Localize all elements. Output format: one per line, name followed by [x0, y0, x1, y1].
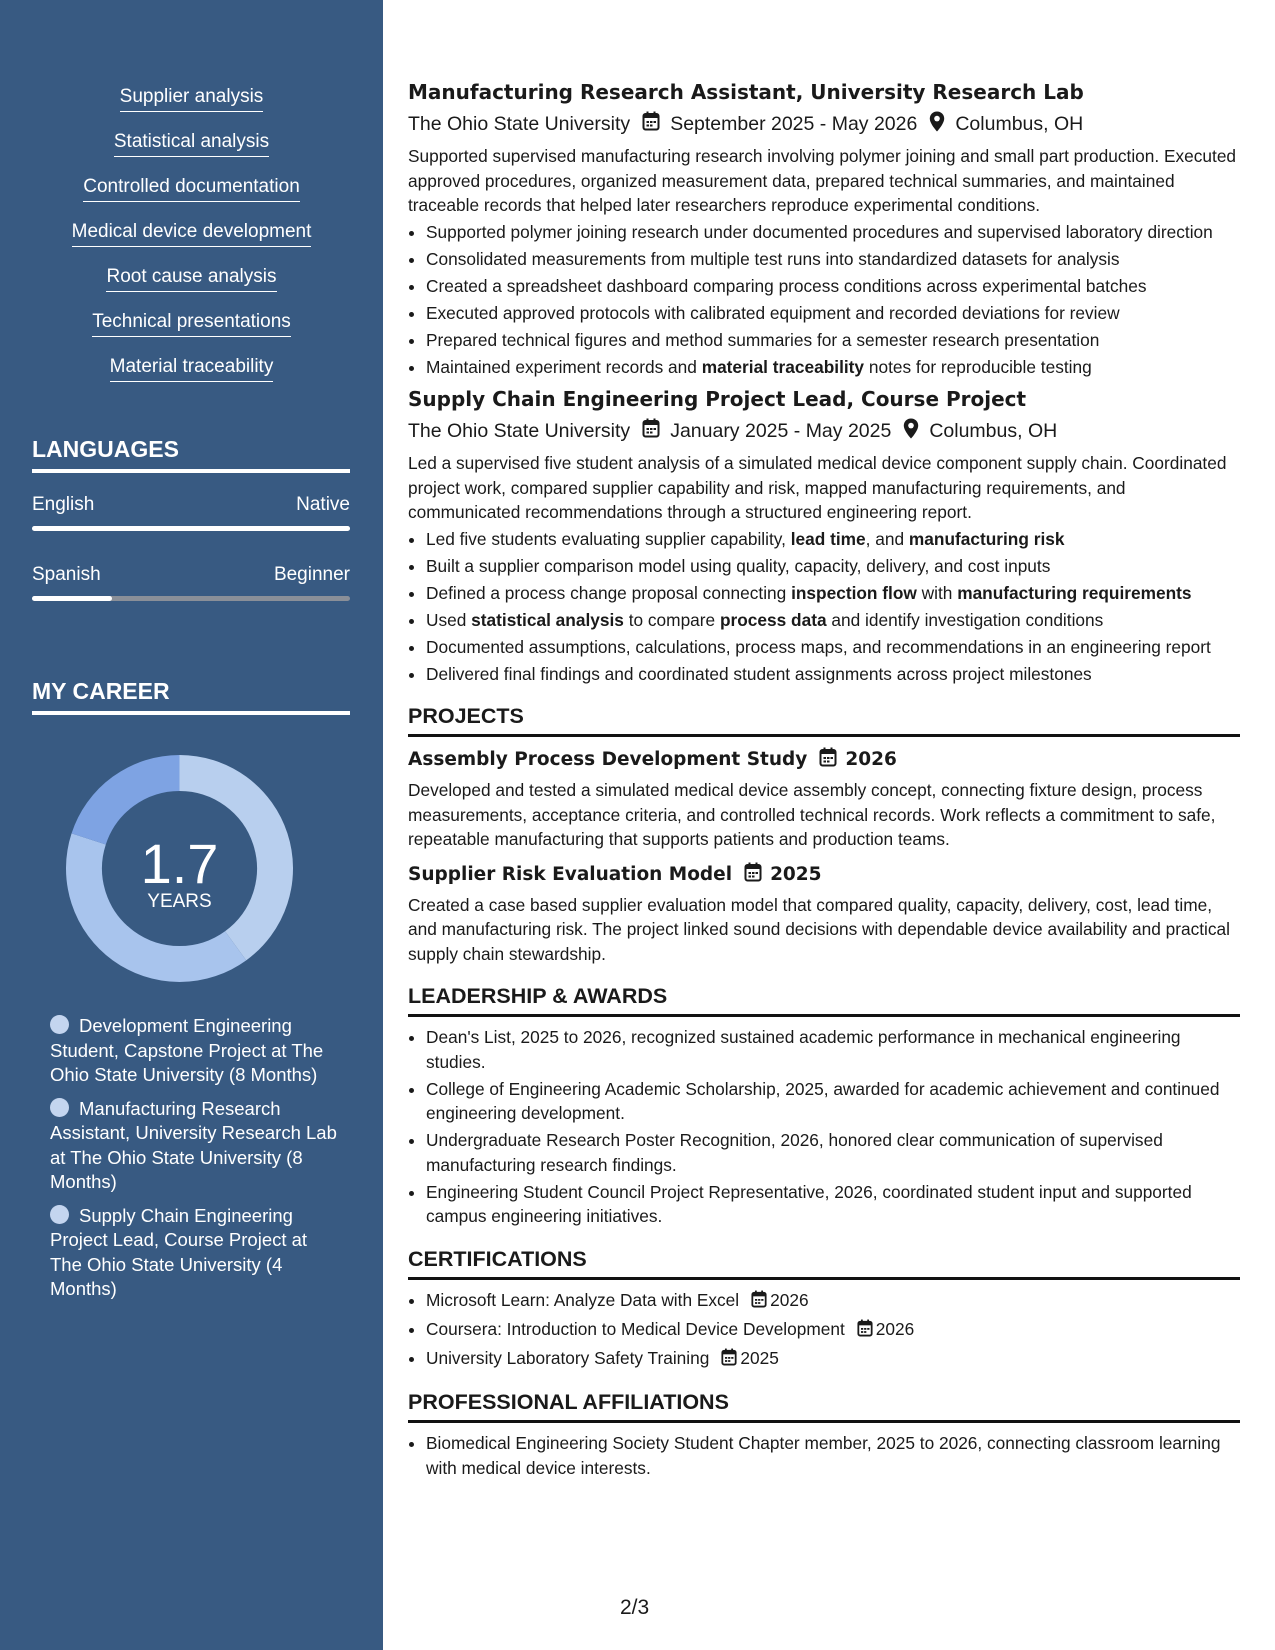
certification-name: University Laboratory Safety Training: [426, 1347, 710, 1368]
language-name: Spanish: [32, 564, 101, 585]
bullet-text: Built a supplier comparison model using quality, capacity, delivery, and cost inputs: [426, 555, 1051, 576]
leadership-item: • College of Engineering Academic Scholarship, 2025, awarded for academic achievement and continued engineering development.: [426, 1077, 1240, 1126]
job-description: Led a supervised five student analysis of a simulated medical device component supply chain. Coordinated project work, compared supplier capability and risk, mapped manufacturing requirements, and communicated recommendations through a structured engineering report.: [408, 453, 1227, 522]
bullet-text: Used: [426, 609, 472, 630]
project-title: Supplier Risk Evaluation Model: [408, 863, 733, 885]
skill-item: [0, 176, 383, 221]
job-bullet: [426, 527, 1240, 552]
skill-label: Material traceability: [110, 356, 274, 382]
projects-heading: PROJECTS: [408, 704, 1240, 737]
job-entry: [408, 385, 1240, 686]
certifications-heading: CERTIFICATIONS: [408, 1247, 1240, 1280]
calendar-icon: [721, 1348, 737, 1373]
bullet-text: Supported polymer joining research under documented procedures and supervised laboratory direction: [426, 221, 1213, 242]
skill-label: Medical device development: [72, 221, 312, 247]
leadership-heading: LEADERSHIP & AWARDS: [408, 984, 1240, 1017]
calendar-icon: [744, 862, 762, 887]
career-item-text: Manufacturing Research Assistant, University Research Lab at The Ohio State University (8 Months): [50, 1097, 337, 1192]
certification-name: Coursera: Introduction to Medical Device Development: [426, 1318, 845, 1339]
certification-item: [426, 1288, 1240, 1315]
project-year: 2026: [845, 749, 897, 770]
company-name: The Ohio State University: [408, 112, 631, 135]
language-name: English: [32, 494, 95, 515]
calendar-icon: [857, 1319, 873, 1344]
calendar-icon: [819, 747, 837, 772]
sidebar: [0, 0, 383, 1650]
bullet-text: Maintained experiment records and: [426, 356, 702, 377]
job-bullet: [426, 328, 1240, 353]
job-dates: September 2025 - May 2026: [670, 112, 918, 135]
calendar-icon: [642, 418, 660, 444]
language-level: Beginner: [273, 564, 350, 585]
project-description: Created a case based supplier evaluation model that compared quality, capacity, delivery, cost, lead time, and manufacturing risk. The project linked sound decisions with dependable device availability and practical supply chain stewardship.: [408, 894, 1230, 964]
bullet-text: Delivered final findings and coordinated student assignments across project milestones: [426, 663, 1092, 684]
bullet-text: Created a spreadsheet dashboard comparing process conditions across experimental batches: [426, 275, 1147, 296]
language-bar: [32, 596, 350, 601]
donut-segment: [89, 773, 180, 839]
calendar-icon: [642, 111, 660, 137]
skill-item: [0, 86, 383, 131]
bullet-keyword: lead time: [790, 528, 866, 549]
job-bullets: [408, 527, 1240, 687]
skill-label: Statistical analysis: [114, 131, 269, 157]
job-meta: [408, 417, 1240, 445]
skill-label: Root cause analysis: [106, 266, 276, 292]
certification-item: [426, 1346, 1240, 1373]
job-bullet: [426, 608, 1240, 633]
bullet-dot-icon: [50, 1098, 69, 1117]
bullet-text: with: [916, 582, 958, 603]
job-bullet: [426, 554, 1240, 579]
certification-year: 2026: [770, 1289, 809, 1310]
leadership-item: • Dean's List, 2025 to 2026, recognized sustained academic performance in mechanical engineering studies.: [426, 1025, 1240, 1074]
affiliations-list: [408, 1431, 1240, 1480]
bullet-keyword: inspection flow: [791, 582, 917, 603]
bullet-text: Executed approved protocols with calibrated equipment and recorded deviations for review: [426, 302, 1120, 323]
certification-year: 2025: [740, 1347, 779, 1368]
skill-item: [0, 266, 383, 311]
project-entry: [408, 862, 1240, 967]
bullet-text: and identify investigation conditions: [826, 609, 1104, 630]
job-meta: [408, 110, 1240, 138]
job-location: Columbus, OH: [929, 419, 1058, 442]
bullet-text: Defined a process change proposal connecting: [426, 582, 792, 603]
project-title: Assembly Process Development Study: [408, 749, 808, 770]
bullet-text: , and: [865, 528, 909, 549]
skill-item: [0, 131, 383, 176]
bullet-keyword: process data: [719, 609, 827, 630]
job-title: Supply Chain Engineering Project Lead, Course Project: [408, 387, 1027, 411]
bullet-keyword: manufacturing requirements: [957, 582, 1192, 603]
job-bullet: [426, 662, 1240, 687]
main-content: [408, 78, 1240, 1483]
bullet-text: Prepared technical figures and method summaries for a semester research presentation: [426, 329, 1100, 350]
career-item: [50, 1204, 340, 1302]
page-number: 2/3: [620, 1596, 650, 1619]
career-donut-chart: [66, 755, 293, 982]
career-heading: MY CAREER: [32, 678, 350, 715]
job-bullet: [426, 581, 1240, 606]
project-entry: [408, 747, 1240, 852]
career-unit: YEARS: [147, 891, 212, 912]
project-title-row: [408, 862, 1240, 887]
bullet-text: Led five students evaluating supplier capability,: [426, 528, 791, 549]
skill-item: [0, 221, 383, 266]
project-year: 2025: [770, 863, 822, 885]
project-description: Developed and tested a simulated medical device assembly concept, connecting fixture design, process measurements, acceptance criteria, and controlled technical records. Work reflects a commitment to safe, repeatable manufacturing that supports patients and production teams.: [408, 780, 1216, 849]
skill-label: Controlled documentation: [83, 176, 300, 202]
job-dates: January 2025 - May 2025: [670, 419, 892, 442]
job-title: Manufacturing Research Assistant, University Research Lab: [408, 80, 1084, 104]
job-bullet: [426, 247, 1240, 272]
job-bullet: [426, 301, 1240, 326]
job-location: Columbus, OH: [955, 112, 1084, 135]
bullet-text: notes for reproducible testing: [864, 356, 1092, 377]
map-pin-icon: [903, 418, 919, 445]
bullet-keyword: statistical analysis: [471, 609, 624, 630]
certifications-list: [408, 1288, 1240, 1373]
leadership-item: • Undergraduate Research Poster Recognition, 2026, honored clear communication of supervised manufacturing research findings.: [426, 1128, 1240, 1177]
calendar-icon: [751, 1290, 767, 1315]
skills-list: [0, 86, 383, 401]
certification-year: 2026: [875, 1318, 915, 1339]
career-item-text: Development Engineering Student, Capstone Project at The Ohio State University (8 Months): [50, 1015, 324, 1085]
job-entry: [408, 78, 1240, 379]
skill-label: Supplier analysis: [120, 86, 264, 112]
career-item: [50, 1097, 340, 1195]
certification-name: Microsoft Learn: Analyze Data with Excel: [426, 1289, 740, 1310]
career-item: [50, 1014, 340, 1088]
company-name: The Ohio State University: [408, 419, 631, 442]
job-bullets: [408, 220, 1240, 380]
language-level: Native: [296, 494, 350, 515]
bullet-dot-icon: [50, 1015, 69, 1034]
career-item-text: Supply Chain Engineering Project Lead, Course Project at The Ohio State University (4 Months): [50, 1204, 308, 1299]
map-pin-icon: [929, 111, 945, 138]
language-bar-fill: [32, 526, 350, 531]
project-title-row: [408, 747, 1240, 772]
career-list: [50, 1014, 340, 1311]
leadership-list: [408, 1025, 1240, 1229]
certification-item: [426, 1317, 1240, 1344]
languages-heading: LANGUAGES: [32, 436, 350, 473]
language-bar: [32, 526, 350, 531]
bullet-keyword: manufacturing risk: [908, 528, 1065, 549]
job-bullet: [426, 220, 1240, 245]
language-english: [32, 494, 350, 531]
leadership-item: • Engineering Student Council Project Representative, 2026, coordinated student input and supported campus engineering initiatives.: [426, 1180, 1240, 1229]
bullet-text: Documented assumptions, calculations, process maps, and recommendations in an engineering report: [426, 636, 1211, 657]
skill-item: [0, 311, 383, 356]
bullet-keyword: material traceability: [701, 356, 865, 377]
bullet-dot-icon: [50, 1205, 69, 1224]
affiliation-item: • Biomedical Engineering Society Student Chapter member, 2025 to 2026, connecting classroom learning with medical device interests.: [426, 1431, 1240, 1480]
job-bullet: [426, 274, 1240, 299]
job-description: Supported supervised manufacturing research involving polymer joining and small part production. Executed approved procedures, organized measurement data, prepared technical summaries, and maintained traceable records that helped later researchers reproduce experimental conditions.: [408, 146, 1237, 215]
bullet-text: to compare: [623, 609, 720, 630]
bullet-text: Consolidated measurements from multiple test runs into standardized datasets for analysis: [426, 248, 1120, 269]
career-total: 1.7: [140, 832, 219, 895]
skill-label: Technical presentations: [92, 311, 291, 337]
skill-item: [0, 356, 383, 401]
affiliations-heading: PROFESSIONAL AFFILIATIONS: [408, 1390, 1240, 1423]
language-spanish: [32, 564, 350, 601]
language-bar-fill: [32, 596, 112, 601]
job-bullet: [426, 635, 1240, 660]
job-bullet: [426, 355, 1240, 380]
